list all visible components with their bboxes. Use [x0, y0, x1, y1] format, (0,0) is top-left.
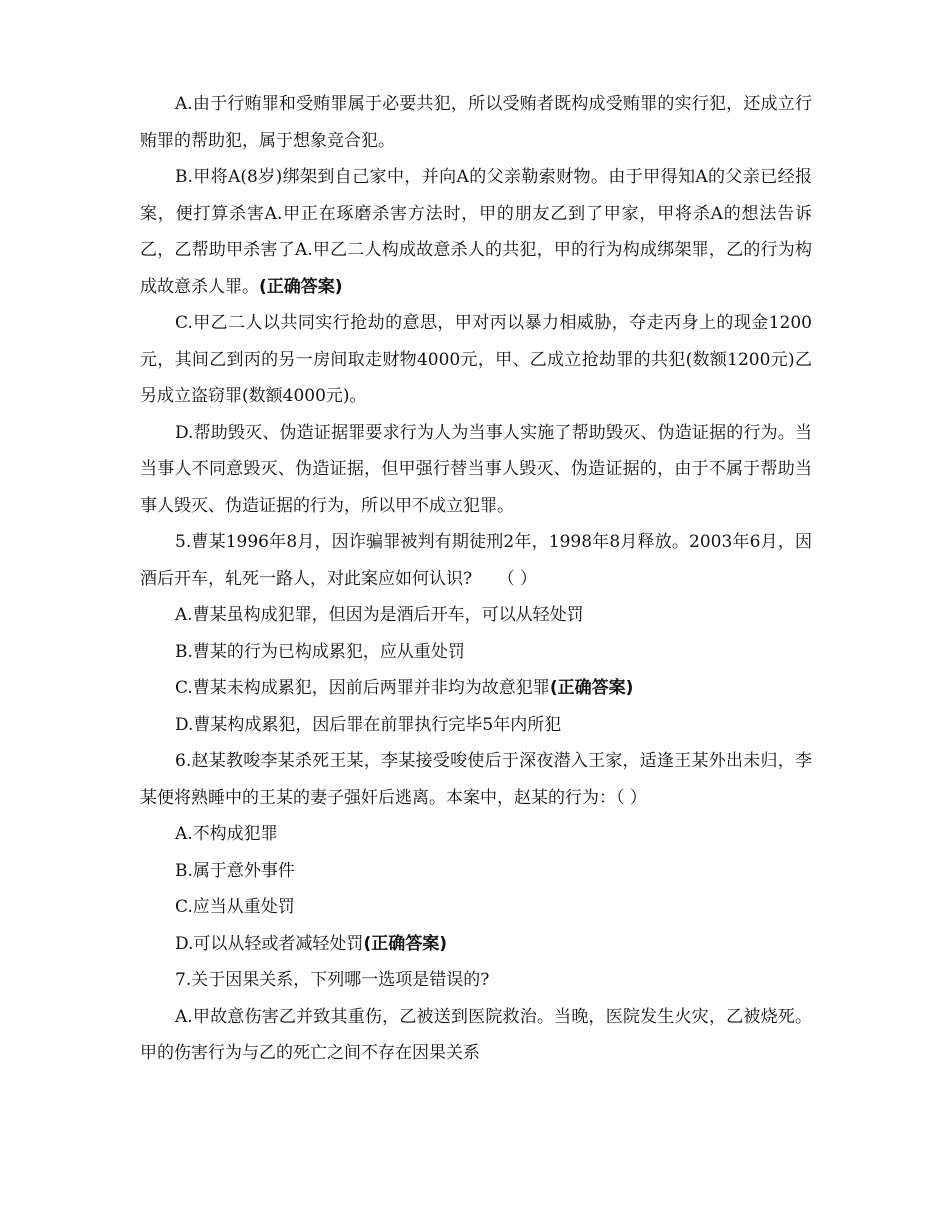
- option-d: [140, 926, 812, 963]
- option-c: [140, 670, 812, 707]
- question-7: [140, 962, 812, 999]
- paragraph-text: D.帮助毁灭、伪造证据罪要求行为人为当事人实施了帮助毁灭、伪造证据的行为。当当事人不同意毁灭、伪造证据，但甲强行替当事人毁灭、伪造证据的，由于不属于帮助当事人毁灭、伪造证据的行为，所以甲不成立犯罪。: [140, 422, 812, 516]
- option-text: C.曹某未构成累犯，因前后两罪并非均为故意犯罪: [175, 678, 550, 698]
- option-text: D.可以从轻或者减轻处罚: [175, 933, 364, 954]
- option-d: [140, 707, 812, 744]
- option-b: [140, 853, 812, 890]
- correct-answer-mark: (正确答案): [363, 933, 447, 954]
- question-text: 7.关于因果关系，下列哪一选项是错误的?: [175, 970, 490, 990]
- option-text: D.曹某构成累犯，因后罪在前罪执行完毕5年内所犯: [175, 714, 562, 735]
- correct-answer-mark: (正确答案): [259, 276, 343, 297]
- option-text: B.属于意外事件: [175, 860, 295, 881]
- correct-answer-mark: (正确答案): [549, 678, 634, 698]
- option-text: A.曹某虽构成犯罪，但因为是酒后开车，可以从轻处罚: [175, 605, 584, 625]
- option-c: [140, 889, 812, 926]
- option-text: B.曹某的行为已构成累犯，应从重处罚: [175, 641, 465, 662]
- question-text: 6.赵某教唆李某杀死王某，李某接受唆使后于深夜潜入王家，适逢王某外出未归，李某便将熟睡中的王某的妻子强奸后逃离。本案中，赵某的行为：（ ）: [140, 751, 812, 808]
- paragraph-text: C.甲乙二人以共同实行抢劫的意思，甲对丙以暴力相威胁，夺走丙身上的现金1200元，其间乙到丙的另一房间取走财物4000元，甲、乙成立抢劫罪的共犯(数额1200元)乙另成立盗窃罪(数额4000元)。: [140, 313, 812, 406]
- option-a: [140, 597, 812, 634]
- option-a: [140, 816, 812, 853]
- option-text: A.不构成犯罪: [175, 824, 278, 844]
- question-text: 5.曹某1996年8月，因诈骗罪被判有期徒刑2年，1998年8月释放。2003年6月，因酒后开车，轧死一路人，对此案应如何认识? （ ）: [140, 532, 812, 589]
- question-5: [140, 524, 812, 597]
- option-text: A.甲故意伤害乙并致其重伤，乙被送到医院救治。当晚，医院发生火灾，乙被烧死。甲的伤害行为与乙的死亡之间不存在因果关系: [140, 1006, 812, 1063]
- option-b: [140, 634, 812, 671]
- paragraph: [140, 415, 812, 525]
- paragraph-text: B.甲将A(8岁)绑架到自己家中，并向A的父亲勒索财物。由于甲得知A的父亲已经报案，便打算杀害A.甲正在琢磨杀害方法时，甲的朋友乙到了甲家，甲将杀A的想法告诉乙，乙帮助甲杀害了A.甲乙二人构成故意杀人的共犯，甲的行为构成绑架罪，乙的行为构成故意杀人罪。: [140, 167, 812, 297]
- document-page: [140, 86, 812, 1072]
- option-a: [140, 999, 812, 1072]
- paragraph: [140, 159, 812, 305]
- question-6: [140, 743, 812, 816]
- paragraph: [140, 305, 812, 415]
- paragraph: [140, 86, 812, 159]
- option-text: C.应当从重处罚: [175, 897, 295, 917]
- paragraph-text: A.由于行贿罪和受贿罪属于必要共犯，所以受贿者既构成受贿罪的实行犯，还成立行贿罪的帮助犯，属于想象竞合犯。: [140, 94, 812, 151]
